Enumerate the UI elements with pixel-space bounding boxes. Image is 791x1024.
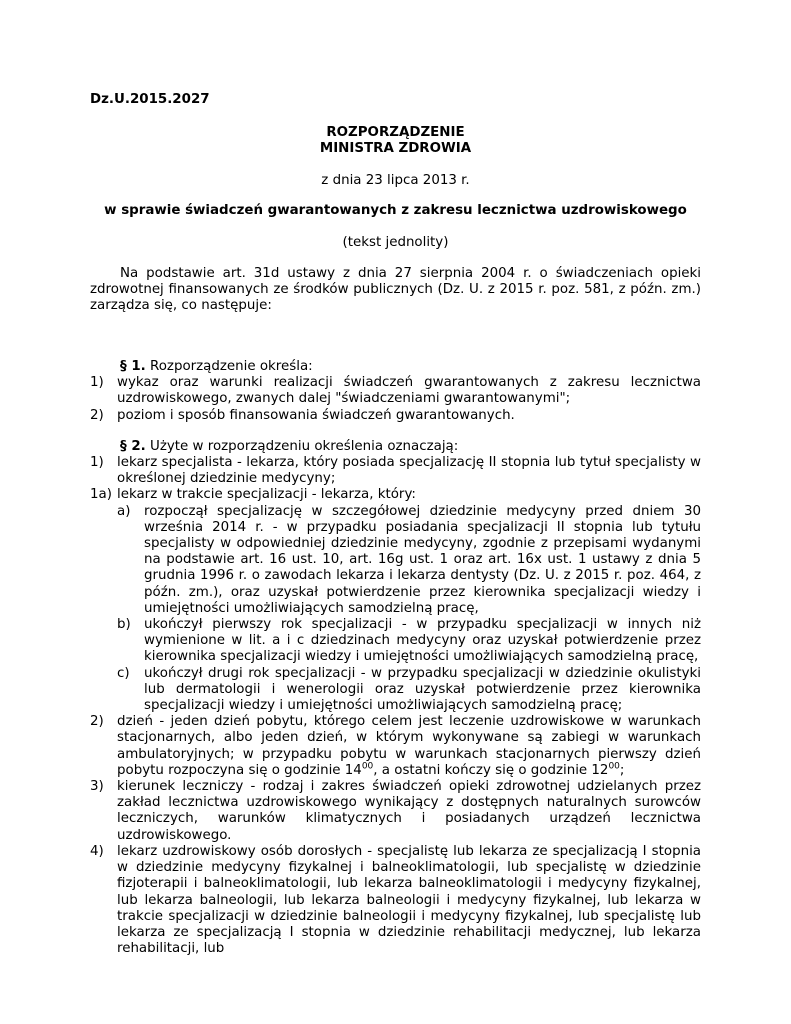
document-id: Dz.U.2015.2027 [90,92,210,107]
paragraph-2-intro: Użyte w rozporządzeniu określenia oznaczają: [150,438,459,454]
item-number: 3) [90,779,104,795]
sub-item-text: ukończył drugi rok specjalizacji - w przypadku specjalizacji w dziedzinie okulistyki lub dermatologii i wenerologii oraz uzyskał potwierdzenie przez kierownika specjalizacji wiedzy i umiejętności umożliwiających samodzielną pracę; [144,665,701,714]
paragraph-1-mark: § 1. [120,359,146,374]
list-item [90,779,701,844]
sub-list-item [117,666,701,715]
sub-list-item [117,504,701,617]
list-item [90,714,701,779]
item-text: lekarz w trakcie specjalizacji - lekarza, który: [117,487,416,503]
sub-list [117,504,701,715]
document-date: z dnia 23 lipca 2013 r. [321,173,470,188]
item-text-part: , a ostatni kończy się o godzinie 12 [373,762,609,778]
sub-item-text: rozpoczął specjalizację w szczegółowej dziedzinie medycyny przed dniem 30 września 2014 r. - w przypadku posiadania specjalizacji II stopnia lub tytułu specjalisty w odpowiedniej dziedzinie medycyny, zgodnie z przepisami wydanymi na podstawie art. 16 ust. 10, art. 16g ust. 1 oraz art. 16x ust. 1 ustawy z dnia 5 grudnia 1996 r. o zawodach lekarza i lekarza dentysty (Dz. U. z 2015 r. poz. 464, z późn. zm.), oraz uzyskał potwierdzenie przez kierownika specjalizacji wiedzy i umiejętności umożliwiających samodzielną pracę, [144,503,701,616]
unified-text-note: (tekst jednolity) [342,235,449,250]
list-item [90,844,701,957]
paragraph-1-intro: Rozporządzenie określa: [150,359,313,374]
title-line-2: MINISTRA ZDROWIA [319,141,472,157]
item-number: 4) [90,843,104,859]
list-item [90,375,701,407]
title-line-1: ROZPORZĄDZENIE [326,125,465,140]
sub-item-letter: b) [117,617,131,633]
sub-item-text: ukończył pierwszy rok specjalizacji - w przypadku specjalizacji w innych niż wymienione w lit. a i c dziedzinach medycyny oraz uzyskał potwierdzenie przez kierownika specjalizacji wiedzy i umiejętności umożliwiających samodzielną pracę, [144,617,701,665]
item-number: 2) [90,407,104,423]
item-text: kierunek leczniczy - rodzaj i zakres świadczeń opieki zdrowotnej udzielanych przez zakład lecznictwa uzdrowiskowego wynikający z dostępnych naturalnych surowców leczniczych, warunków klimatycznych i posiadanych urządzeń lecznictwa uzdrowiskowego. [117,779,701,843]
sub-item-letter: a) [117,503,131,519]
item-text [117,714,701,778]
superscript: 00 [608,761,620,772]
item-text-part: ; [619,762,625,778]
list-item [90,487,701,714]
item-text: wykaz oraz warunki realizacji świadczeń gwarantowanych z zakresu lecznictwa uzdrowiskowego, zwanych dalej "świadczeniami gwarantowanymi"; [117,375,701,407]
document-body [90,359,701,957]
item-number: 1) [90,375,104,391]
paragraph-2-mark: § 2. [120,438,146,454]
superscript: 00 [361,761,374,772]
item-number: 1) [90,455,104,471]
preamble: Na podstawie art. 31d ustawy z dnia 27 sierpnia 2004 r. o świadczeniach opieki zdrowotnej finansowanych ze środków publicznych (Dz. U. z 2015 r. poz. 581, z późn. zm.) zarządza się, co następuje: [90,266,701,314]
sub-item-letter: c) [117,665,130,681]
list-item [90,408,701,424]
item-text: lekarz uzdrowiskowy osób dorosłych - specjalistę lub lekarza ze specjalizacją I stopnia w dziedzinie medycyny fizykalnej i balneoklimatologii, lub specjalistę w dziedzinie fizjoterapii i balneoklimatologii, lub lekarza balneoklimatologii i medycyny fizykalnej, lub lekarza balneologii, lub lekarza balneologii i medycyny fizykalnej, lub lekarza w trakcie specjalizacji w dziedzinie balneologii i medycyny fizykalnej, lub specjalistę lub lekarza ze specjalizacją I stopnia w dziedzinie rehabilitacji medycznej, lub lekarza rehabilitacji, lub [117,843,701,957]
paragraph-2-heading [90,439,701,455]
item-text: lekarz specjalista - lekarza, który posiada specjalizację II stopnia lub tytuł specjalisty w określonej dziedzinie medycyny; [117,455,701,487]
item-number: 2) [90,714,104,730]
sub-list-item [117,617,701,666]
document-subject: w sprawie świadczeń gwarantowanych z zakresu lecznictwa uzdrowiskowego [104,203,687,218]
paragraph-1-heading [90,359,701,375]
document-title [90,125,701,157]
list-item [90,455,701,487]
item-text: poziom i sposób finansowania świadczeń gwarantowanych. [117,407,515,423]
item-text-part: dzień - jeden dzień pobytu, którego celem jest leczenie uzdrowiskowe w warunkach stacjonarnych, albo jeden dzień, w którym wykonywane są zabiegi w warunkach ambulatoryjnych; w przypadku pobytu w warunkach stacjonarnych pierwszy dzień pobytu rozpoczyna się o godzinie 14 [117,714,701,778]
item-number: 1a) [90,487,112,503]
